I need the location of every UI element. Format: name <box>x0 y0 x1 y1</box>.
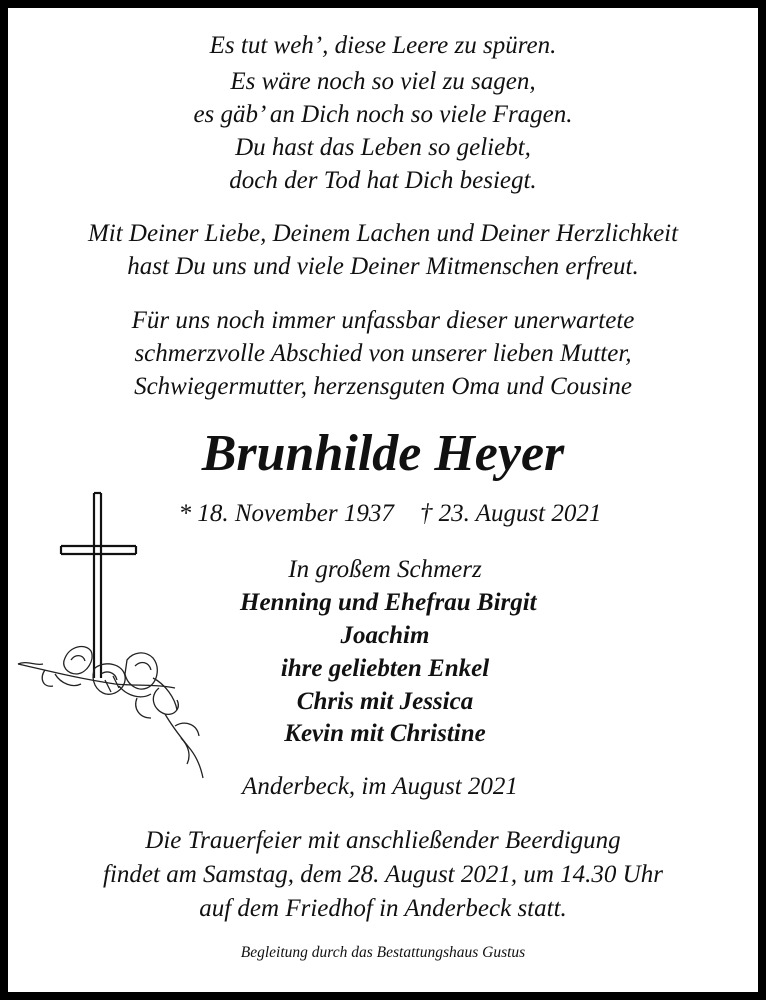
mourner-name: Kevin mit Christine <box>284 720 486 747</box>
poem-line: Es wäre noch so viel zu sagen, <box>230 68 536 95</box>
deceased-name: Brunhilde Heyer <box>201 425 565 482</box>
poem-line: Du hast das Leben so geliebt, <box>235 134 531 161</box>
funeral-info-line: findet am Samstag, dem 28. August 2021, um 14.30 Uhr <box>103 861 663 888</box>
birth-date: * 18. November 1937 <box>178 500 394 527</box>
poem-line: Es tut weh’, diese Leere zu spüren. <box>209 32 557 59</box>
mourner-name: Henning und Ehefrau Birgit <box>240 589 537 616</box>
tribute-line: hast Du uns und viele Deiner Mitmenschen erfreut. <box>127 253 639 280</box>
funeral-home-credit: Begleitung durch das Bestattungshaus Gustus <box>240 944 526 961</box>
death-date: † 23. August 2021 <box>419 500 602 527</box>
intro-line: Für uns noch immer unfassbar dieser unerwartete <box>131 307 635 334</box>
place-date: Anderbeck, im August 2021 <box>242 773 518 800</box>
funeral-info-line: Die Trauerfeier mit anschließender Beerdigung <box>145 827 621 854</box>
intro-line: Schwiegermutter, herzensguten Oma und Cousine <box>134 373 632 400</box>
poem-line: es gäb’ an Dich noch so viele Fragen. <box>193 101 573 128</box>
mourners-heading: In großem Schmerz <box>288 556 482 583</box>
cross-with-roses-icon <box>15 488 210 788</box>
tribute-line: Mit Deiner Liebe, Deinem Lachen und Deiner Herzlichkeit <box>87 220 679 247</box>
mourner-name: ihre geliebten Enkel <box>280 655 490 682</box>
funeral-info-line: auf dem Friedhof in Anderbeck statt. <box>199 895 567 922</box>
mourner-name: Chris mit Jessica <box>296 688 474 715</box>
mourner-name: Joachim <box>340 622 430 649</box>
intro-line: schmerzvolle Abschied von unserer lieben Mutter, <box>134 340 632 367</box>
poem-line: doch der Tod hat Dich besiegt. <box>229 167 537 194</box>
